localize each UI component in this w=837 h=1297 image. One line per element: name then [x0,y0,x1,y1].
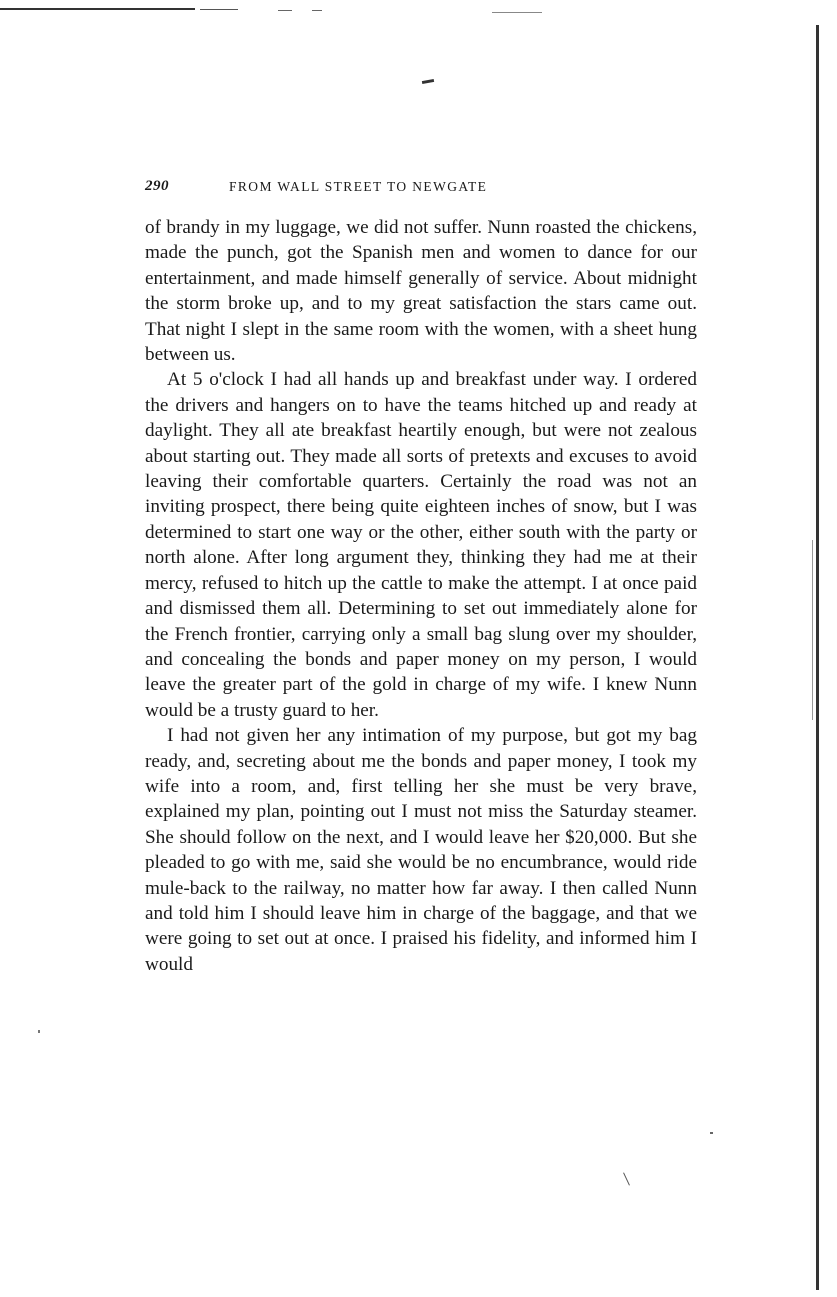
scan-artifact-top-rule [200,9,238,10]
scan-speck [710,1132,713,1134]
scan-artifact-dash [422,79,434,84]
page-binding-edge [816,25,819,1290]
paragraph: At 5 o'clock I had all hands up and breakfast under way. I ordered the drivers and hangers on to have the teams hitched up and ready at daylight. They all ate breakfast heartily enough, but were not zealous about starting out. They made all sorts of pretexts and excuses to avoid leaving their comfortable quarters. Certainly the road was not an inviting prospect, there being quite eighteen inches of snow, but I was determined to start one way or the other, either south with the party or north alone. After long argument they, thinking they had me at their mercy, refused to hitch up the cattle to make the attempt. I at once paid and dismissed them all. Determining to set out immediately alone for the French frontier, carrying only a small bag slung over my shoulder, and concealing the bonds and paper money on my person, I would leave the greater part of the gold in charge of my wife. I knew Nunn would be a trusty guard to her. [145,369,697,721]
body-text [145,215,697,977]
running-head [145,178,697,198]
scan-artifact-top-rule [312,10,322,11]
scan-artifact-top-rule [0,8,195,10]
paragraph: I had not given her any intimation of my purpose, but got my bag ready, and, secreting about me the bonds and paper money, I took my wife into a room, and, first telling her she must be very brave, explained my plan, pointing out I must not miss the Saturday steamer. She should follow on the next, and I would leave her $20,000. But she pleaded to go with me, said she would be no encumbrance, would ride mule-back to the railway, no matter how far away. I then called Nunn and told him I should leave him in charge of the baggage, and that we were going to set out at once. I praised his fidelity, and informed him I would [145,725,697,975]
page-binding-shadow [812,540,813,720]
scan-speck [623,1172,630,1185]
scan-artifact-top-rule [278,10,292,11]
scan-speck [38,1030,40,1033]
scan-artifact-top-rule [492,12,542,13]
page-number: 290 [145,178,169,194]
paragraph: of brandy in my luggage, we did not suffer. Nunn roasted the chickens, made the punch, got the Spanish men and women to dance for our entertainment, and made himself generally of service. About midnight the storm broke up, and to my great satisfaction the stars came out. That night I slept in the same room with the women, with a sheet hung between us. [145,217,697,366]
running-title: FROM WALL STREET TO NEWGATE [229,179,488,194]
